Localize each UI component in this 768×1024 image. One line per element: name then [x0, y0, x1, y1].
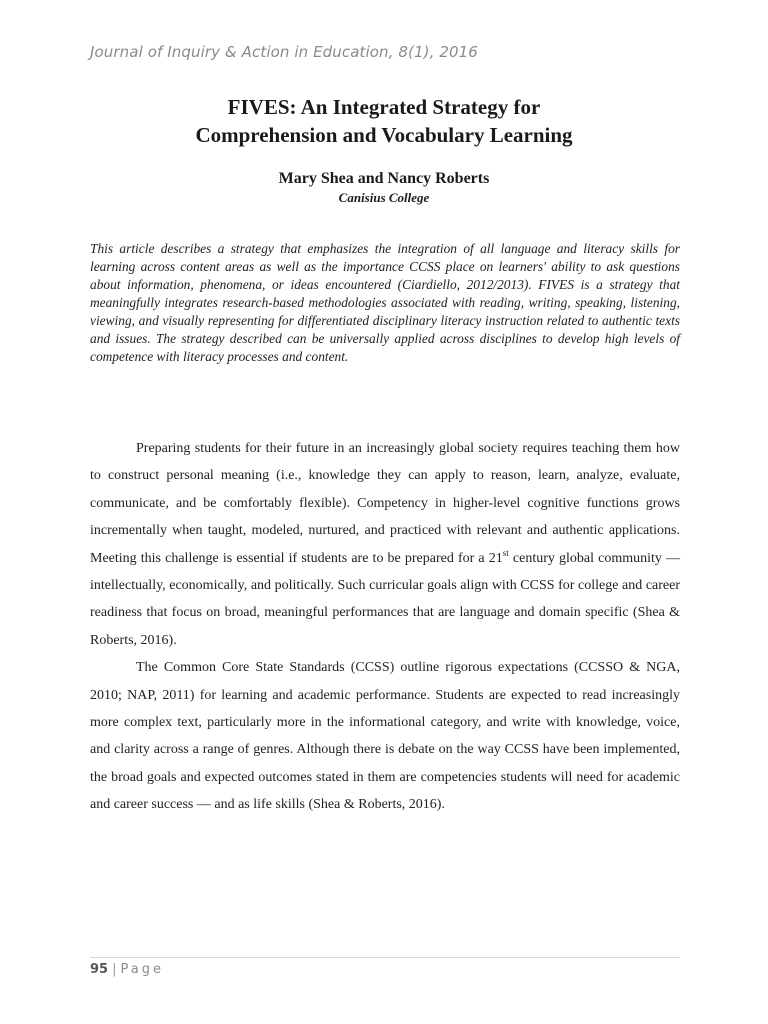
body-paragraph-2: The Common Core State Standards (CCSS) outline rigorous expectations (CCSSO & NGA, 2010; NAP, 2011) for learning and academic performance. Students are expected to read increasingly more complex text, particularly more in the informational category, and write with knowledge, voice, and clarity across a range of genres. Although there is debate on the way CCSS have been implemented, the broad goals and expected outcomes stated in them are competencies students will need for academic and career success — and as life skills (Shea & Roberts, 2016).: [90, 660, 680, 813]
footer-separator: |: [112, 962, 117, 977]
body-paragraph-1: [90, 435, 680, 654]
body-text: [90, 435, 680, 819]
page-footer: [90, 962, 164, 977]
page-number: 95: [90, 962, 109, 977]
affiliation: Canisius College: [338, 190, 430, 205]
paragraph-1-text-a: Preparing students for their future in an increasingly global society requires teaching them how to construct personal meaning (i.e., knowledge they can apply to reason, learn, analyze, evaluate, communicate, and be comfortably flexible). Competency in higher-level cognitive functions grows incrementally when taught, modeled, nurtured, and practiced with relevant and authentic applications. Meeting this challenge is essential if students are to be prepared for a 21: [90, 441, 680, 566]
footer-divider: [90, 957, 680, 958]
page-label: Page: [120, 962, 164, 977]
title-line-2: Comprehension and Vocabulary Learning: [195, 123, 573, 147]
authors: Mary Shea and Nancy Roberts: [278, 170, 490, 187]
article-title: [0, 93, 768, 149]
paragraph-1-text-b: century global community — intellectually, economically, and politically. Such curricular goals align with CCSS for college and career readiness that focus on broad, meaningful performances that are language and domain specific (Shea & Roberts, 2016).: [90, 550, 681, 648]
abstract: This article describes a strategy that emphasizes the integration of all language and literacy skills for learning across content areas as well as the importance CCSS place on learners' ability to ask questions about information, phenomena, or ideas encountered (Ciardiello, 2012/2013). FIVES is a strategy that meaningfully integrates research-based methodologies associated with reading, writing, speaking, listening, viewing, and visually representing for differentiated disciplinary literacy instruction related to authentic texts and issues. The strategy described can be universally applied across disciplines to develop high levels of competence with literacy processes and content.: [90, 241, 680, 364]
ordinal-superscript: st: [502, 547, 509, 558]
title-line-1: FIVES: An Integrated Strategy for: [227, 95, 541, 119]
running-header: Journal of Inquiry & Action in Education, 8(1), 2016: [90, 43, 478, 61]
